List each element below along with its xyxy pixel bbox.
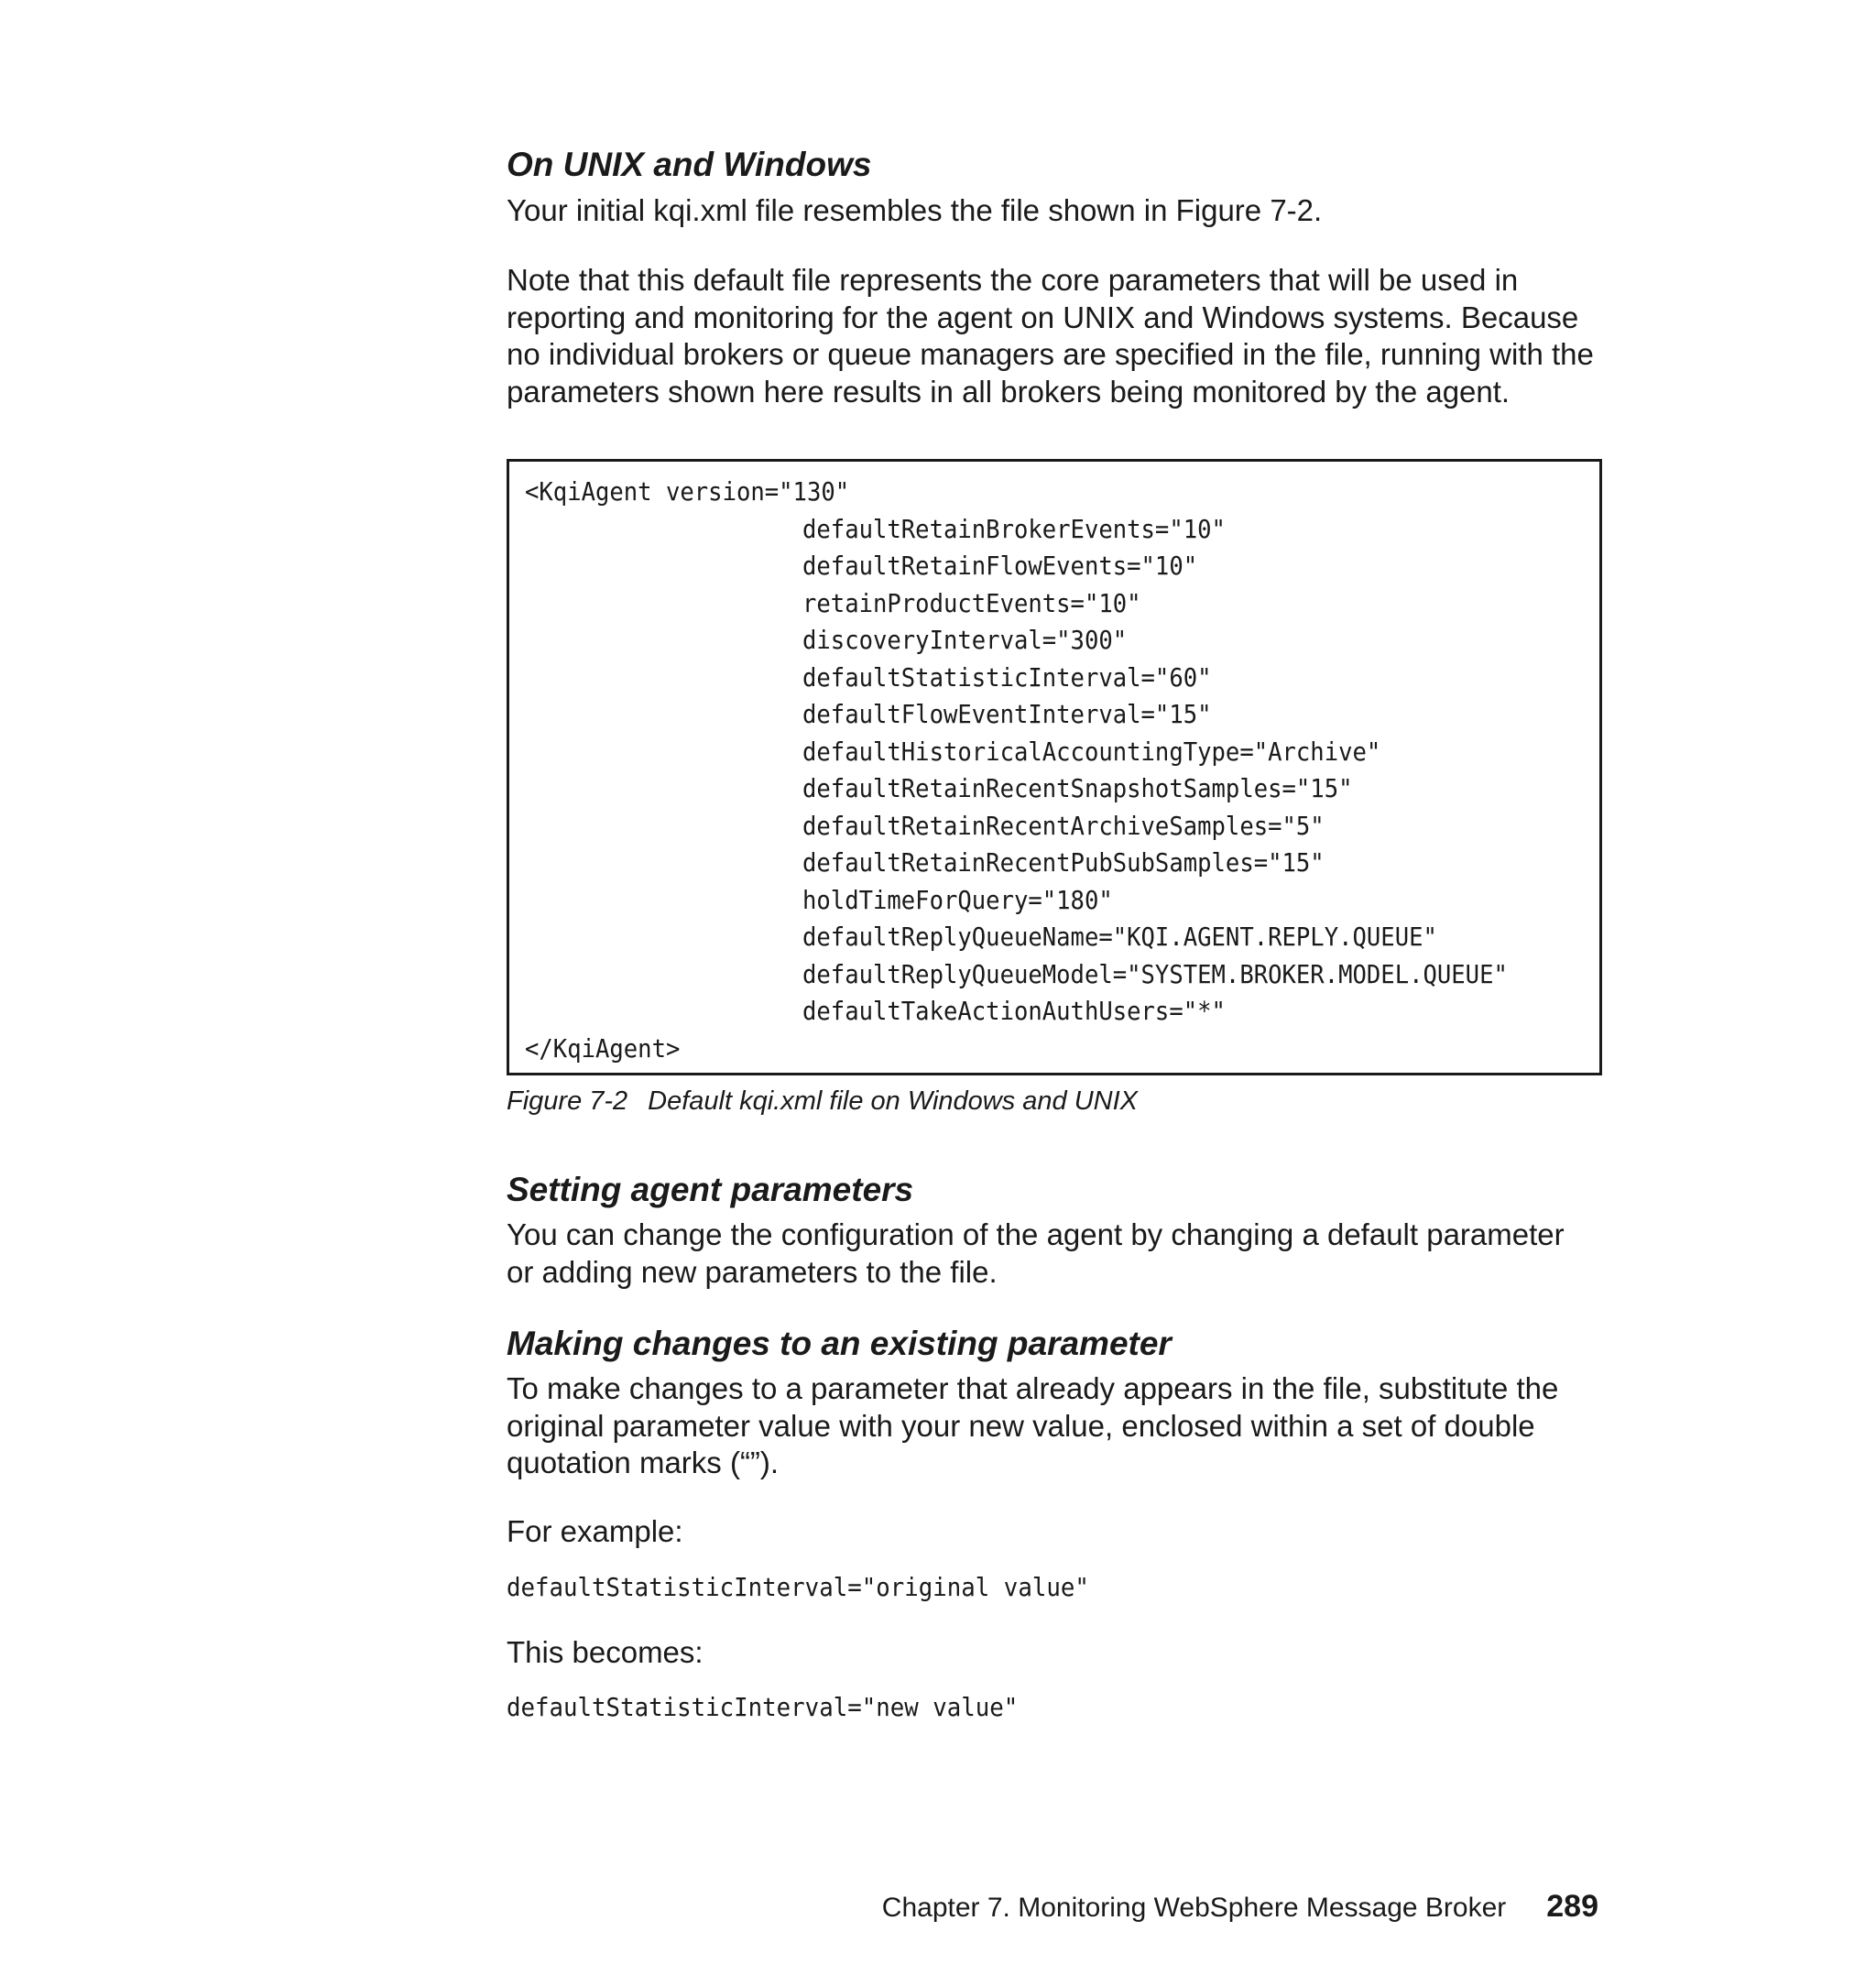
this-becomes-label: This becomes:	[507, 1635, 704, 1669]
footer-chapter-title: Chapter 7. Monitoring WebSphere Message Broker	[881, 1893, 1507, 1923]
code-attribute-line: defaultRetainRecentSnapshotSamples="15"	[802, 774, 1353, 803]
figure-number: Figure 7-2	[507, 1086, 628, 1116]
note-line: no individual brokers or queue managers are specified in the file, running with the	[507, 337, 1594, 371]
paragraph-line: You can change the configuration of the agent by changing a default parameter	[507, 1217, 1565, 1251]
code-attribute-line: defaultReplyQueueName="KQI.AGENT.REPLY.QUEUE"	[802, 922, 1437, 952]
note-line: Note that this default file represents the core parameters that will be used in	[507, 263, 1519, 297]
page-footer	[882, 1888, 1598, 1926]
note-line: parameters shown here results in all brokers being monitored by the agent.	[507, 374, 1511, 409]
page-number: 289	[1546, 1889, 1598, 1924]
code-attribute-line: defaultRetainRecentArchiveSamples="5"	[802, 811, 1325, 841]
code-attribute-line: discoveryInterval="300"	[802, 626, 1128, 655]
paragraph-line: To make changes to a parameter that already appears in the file, substitute the	[507, 1371, 1559, 1405]
code-attribute-line: defaultFlowEventInterval="15"	[802, 700, 1212, 729]
example-after-code: defaultStatisticInterval="new value"	[507, 1692, 1019, 1722]
code-close-tag: </KqiAgent>	[525, 1033, 681, 1064]
code-attribute-line: retainProductEvents="10"	[802, 588, 1141, 618]
code-attribute-line: defaultStatisticInterval="60"	[802, 662, 1212, 693]
note-line: reporting and monitoring for the agent on UNIX and Windows systems. Because	[507, 300, 1579, 334]
code-open-tag: <KqiAgent version="130"	[525, 477, 850, 507]
paragraph-line: original parameter value with your new value, enclosed within a set of double	[507, 1408, 1535, 1443]
code-attribute-line: defaultRetainFlowEvents="10"	[802, 551, 1198, 581]
heading-setting-agent-parameters: Setting agent parameters	[507, 1171, 914, 1208]
code-attribute-line: defaultRetainBrokerEvents="10"	[802, 514, 1226, 544]
heading-unix-windows: On UNIX and Windows	[507, 146, 872, 183]
example-before-code: defaultStatisticInterval="original value"	[507, 1572, 1089, 1602]
paragraph-line: or adding new parameters to the file.	[507, 1254, 998, 1289]
figure-caption-text: Default kqi.xml file on Windows and UNIX	[648, 1086, 1139, 1116]
code-attribute-line: holdTimeForQuery="180"	[802, 885, 1113, 915]
code-attribute-line: defaultTakeActionAuthUsers="*"	[802, 997, 1226, 1026]
intro-paragraph: Your initial kqi.xml file resembles the file shown in Figure 7-2.	[507, 193, 1323, 227]
paragraph-line: quotation marks (“”).	[507, 1446, 780, 1479]
figure-caption	[507, 1085, 1138, 1118]
for-example-label: For example:	[507, 1514, 683, 1548]
heading-making-changes: Making changes to an existing parameter	[507, 1325, 1172, 1362]
code-attribute-line: defaultRetainRecentPubSubSamples="15"	[802, 848, 1325, 878]
code-attribute-line: defaultReplyQueueModel="SYSTEM.BROKER.MODEL.QUEUE"	[802, 959, 1508, 989]
code-attribute-line: defaultHistoricalAccountingType="Archive"	[802, 737, 1381, 767]
code-listing-box	[507, 459, 1602, 1075]
